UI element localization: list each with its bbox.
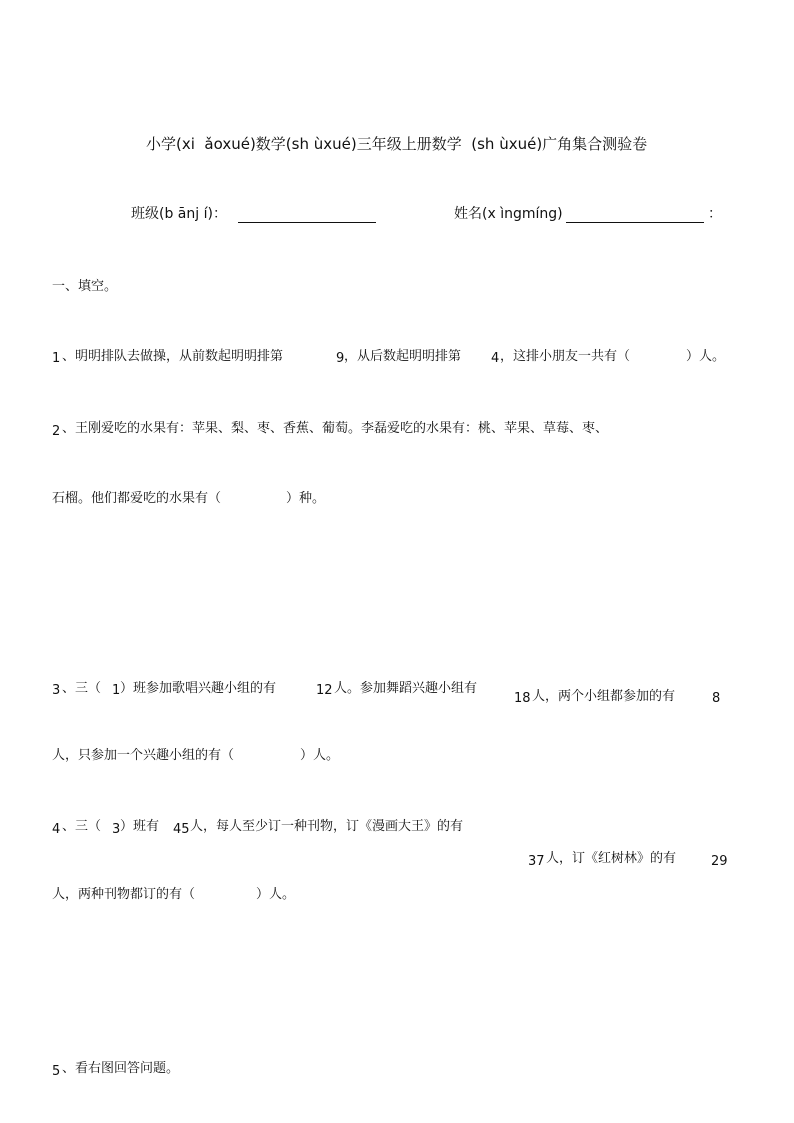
q3-class-1: 1 [112,683,121,698]
q1-text-part1: 、明明排队去做操，从前数起明明排第 [62,349,284,364]
page-title: 小学(xi ǎoxué)数学(sh ùxué)三年级上册数学 (sh ùxué)广角集合测验卷 [146,135,648,153]
q4-number-37: 37 [528,854,545,869]
q4-text-c: ）班有 [120,819,160,834]
q1-text-close: ）人。 [686,349,726,364]
q4-number: 4 [52,822,61,837]
q2-line1: 、王刚爱吃的水果有：苹果、梨、枣、香蕉、葡萄。李磊爱吃的水果有：桃、苹果、草莓、枣、 [62,421,609,436]
q2-line2a: 石榴。他们都爱吃的水果有（ [52,491,222,506]
q4-number-29: 29 [711,854,728,869]
q2-number: 2 [52,424,61,439]
q4-text-e: 人，每人至少订一种刊物，订《漫画大王》的有 [190,819,464,834]
q3-line2b: ）人。 [300,748,340,763]
q3-number-12: 12 [316,683,333,698]
q1-number-4: 4 [491,351,500,366]
q3-text-a: 、三（ [62,681,102,696]
name-colon: ： [708,206,722,222]
q1-text-part3: ，这排小朋友一共有（ [500,349,631,364]
q1-text-part2: ，从后数起明明排第 [344,349,462,364]
q1-number: 1 [52,351,61,366]
name-blank[interactable] [566,222,704,223]
q4-text-a: 、三（ [62,819,102,834]
q3-answer-blank[interactable] [262,748,302,764]
q5-text: 、看右图回答问题。 [62,1061,180,1076]
q3-number: 3 [52,683,61,698]
q3-line2a: 人，只参加一个兴趣小组的有（ [52,748,235,763]
q5-number: 5 [52,1064,61,1079]
name-label: 姓名(x ìngmíng) [454,206,563,222]
class-label: 班级(b ānj í)： [131,206,227,222]
q3-number-8: 8 [712,691,721,706]
q4-text-g: 人，订《红树林》的有 [546,851,677,866]
q4-number-45: 45 [173,822,190,837]
q1-answer-blank[interactable] [650,349,688,365]
q3-text-e: 人。参加舞蹈兴趣小组有 [334,681,478,696]
section-heading: 一、填空。 [52,279,118,294]
q2-answer-blank[interactable] [248,491,288,507]
q4-line3a: 人，两种刊物都订的有（ [52,887,196,902]
class-blank[interactable] [238,222,376,223]
q3-number-18: 18 [514,691,531,706]
q2-line2b: ）种。 [286,491,326,506]
q3-text-c: ）班参加歌唱兴趣小组的有 [120,681,277,696]
q3-text-g: 人，两个小组都参加的有 [532,689,676,704]
q4-line3b: ）人。 [256,887,296,902]
q1-number-9: 9 [336,351,345,366]
q4-answer-blank[interactable] [218,887,258,903]
q4-class-3: 3 [112,822,121,837]
